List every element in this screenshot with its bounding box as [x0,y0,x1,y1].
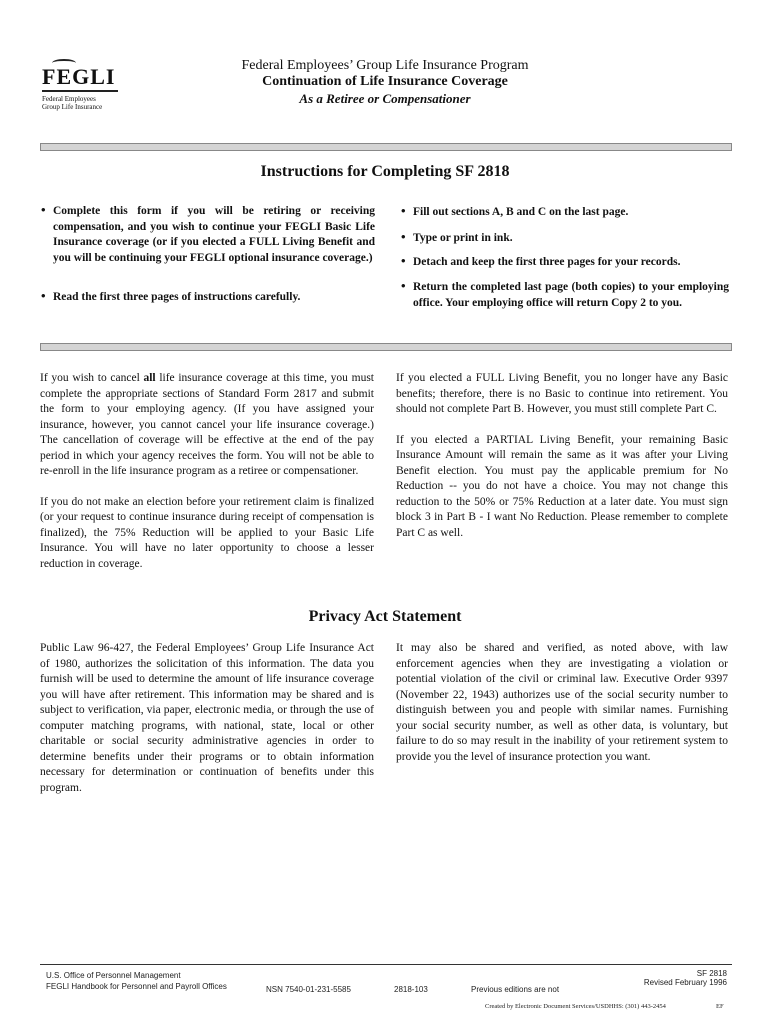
instruction-bullet-right-3 [401,253,729,271]
privacy-right-column: It may also be shared and verified, as noted above, with law enforcement agencies when they are investigating a violation or potential violation of the civil or criminal law. Executive Order 9397 (November 22, 1943) authorizes use of the social security number to distinguish between you and people with similar names. Furnishing your social security number, as well as other data, is voluntary, but failure to do so may result in the inability of your retirement system to provide you the level of insurance protection you want. [396,642,728,763]
instruction-bullet-left-1 [41,202,375,266]
cancel-coverage-paragraph [40,371,374,480]
instruction-text: Complete this form if you will be retiring or receiving compensation, and you wish to continue your FEGLI Basic Life Insurance coverage (or if you elected a FULL Living Benefit and you will be continuing your FEGLI optional insurance coverage.) [53,205,375,264]
form-subtitle: As a Retiree or Compensationer [299,91,471,106]
divider-bar-top [40,143,732,151]
footer-revised: Revised February 1996 [643,978,727,987]
text-run-bold: all [143,372,156,384]
footer-rule [40,964,732,965]
text-run: life insurance coverage at this time, you must complete the appropriate sections of Standard Form 2817 and submit the form to your employing agency. (If you have assigned your insurance, however, you cannot cancel your life insurance coverage.) The cancellation of coverage will be effective at the end of the pay period in which your agency receives the form. You will not be able to re-enroll in the life insurance program as a retiree or compensationer. [40,372,374,477]
divider-bar-middle [40,343,732,351]
instruction-bullet-right-4 [401,278,729,311]
instruction-bullet-left-2 [41,288,375,306]
no-election-paragraph: If you do not make an election before your retirement claim is finalized (or your request to continue insurance during receipt of compensation is finalized), the 75% Reduction will be applied to your Basic Life Insurance. You will have no later opportunity to choose a lesser reduction in coverage. [40,495,374,570]
instruction-text: Detach and keep the first three pages for your records. [413,256,681,268]
form-title: Continuation of Life Insurance Coverage [262,74,508,89]
instruction-text: Type or print in ink. [413,232,513,244]
instruction-bullet-right-2 [401,229,729,247]
instruction-text: Return the completed last page (both copies) to your employing office. Your employing office will return Copy 2 to you. [413,281,729,309]
footer-created-by: Created by Electronic Document Services/USDHHS: (301) 443-2454 [485,1003,666,1010]
partial-living-benefit-paragraph: If you elected a PARTIAL Living Benefit, your remaining Basic Insurance Amount will remain the same as it was after your Living Benefit election. You must pay the applicable premium for No Reduction -- you do not have a choice. You may not change this reduction to the 50% or 75% Reduction at a later date. You must sign block 3 in Part B - I want No Reduction. Please remember to complete Part C as well. [396,433,728,539]
bullet-icon: • [41,288,46,303]
footer-ef: EF [716,1003,724,1010]
full-living-benefit-paragraph: If you elected a FULL Living Benefit, you no longer have any Basic benefits; therefore, there is no Basic to continue into retirement. You should not complete Part B. However, you must still complete Part C. [396,372,728,415]
program-name: Federal Employees’ Group Life Insurance Program [241,58,529,73]
footer-form-number: SF 2818 [696,969,727,978]
instruction-text: Fill out sections A, B and C on the last page. [413,206,629,218]
bullet-icon: • [401,278,406,293]
bullet-icon: • [401,253,406,268]
logo-line1: Federal Employees [42,95,96,103]
privacy-act-title: Privacy Act Statement [308,608,462,625]
footer-handbook: FEGLI Handbook for Personnel and Payroll Offices [46,982,227,991]
logo-line2: Group Life Insurance [42,103,103,111]
instruction-text: Read the first three pages of instructions carefully. [53,291,301,303]
privacy-left-column: Public Law 96-427, the Federal Employees’ Group Life Insurance Act of 1980, authorizes the solicitation of this information. The data you furnish will be used to determine the amount of life insurance coverage you will have after retirement. This information may be shared and is subject to verification, via paper, electronic media, or through the use of computer matching programs, with national, state, local or other charitable or social security administrative agencies in order to determine benefits under their programs or to obtain information necessary for determination or continuation of benefits under this program. [40,642,374,794]
text-run: If you wish to cancel [40,372,144,384]
bullet-icon: • [401,229,406,244]
footer-agency: U.S. Office of Personnel Management [46,971,181,980]
body-left-column [40,371,374,587]
bullet-icon: • [41,202,46,217]
instruction-bullet-right-1 [401,203,729,221]
instructions-title: Instructions for Completing SF 2818 [260,163,510,180]
body-right-column [396,371,728,556]
footer-code: 2818-103 [394,985,428,994]
logo-wordmark-text: FEGLI [42,64,116,89]
footer-previous-editions: Previous editions are not [471,985,560,994]
bullet-icon: • [401,203,406,218]
footer-nsn: NSN 7540-01-231-5585 [266,985,351,994]
